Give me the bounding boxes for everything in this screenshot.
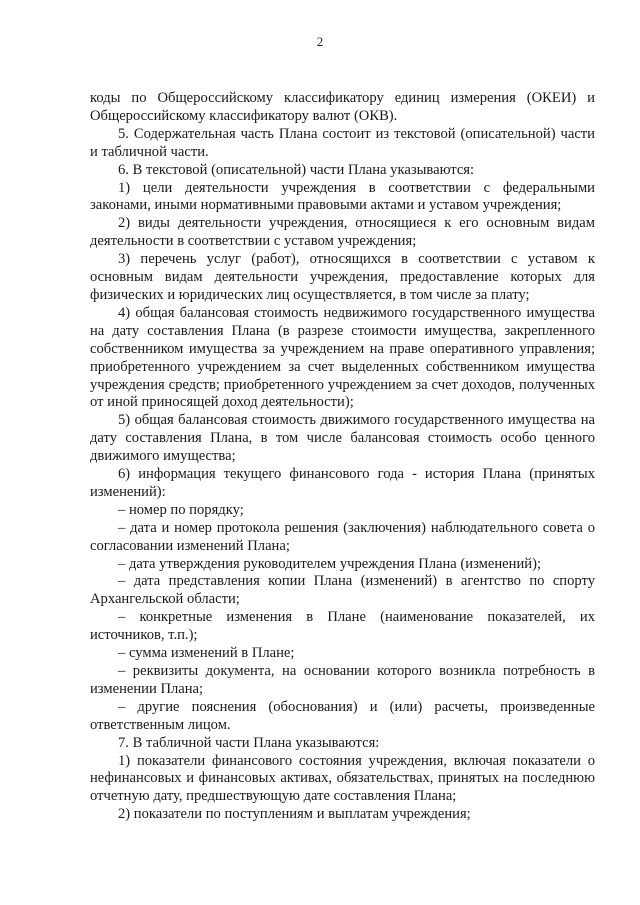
paragraph: 5. Содержательная часть Плана состоит из текстовой (описательной) части и табличной части. <box>90 125 595 160</box>
list-item: – дата и номер протокола решения (заключения) наблюдательного совета о согласовании изменений Плана; <box>90 519 595 554</box>
list-item: – сумма изменений в Плане; <box>118 645 295 662</box>
list-item: – другие пояснения (обоснования) и (или) расчеты, произведенные ответственным лицом. <box>90 698 595 733</box>
list-item: – дата представления копии Плана (изменений) в агентство по спорту Архангельской области; <box>90 573 595 608</box>
list-item: – дата утверждения руководителем учреждения Плана (изменений); <box>118 555 542 572</box>
paragraph: 2) виды деятельности учреждения, относящиеся к его основным видам деятельности в соответствии с уставом учреждения; <box>90 215 595 250</box>
paragraph: коды по Общероссийскому классификатору единиц измерения (ОКЕИ) и Общероссийскому классификатору валют (ОКВ). <box>90 90 595 124</box>
paragraph: 6) информация текущего финансового года - история Плана (принятых изменений): <box>90 466 595 500</box>
paragraph: 1) показатели финансового состояния учреждения, включая показатели о нефинансовых и финансовых активах, обязательствах, принятых на последнюю отчетную дату, предшествующую дате составления Плана; <box>90 752 595 805</box>
paragraph: 2) показатели по поступлениям и выплатам учреждения; <box>118 806 471 823</box>
paragraph: 1) цели деятельности учреждения в соответствии с федеральными законами, иными нормативными правовыми актами и уставом учреждения; <box>90 179 595 214</box>
paragraph: 3) перечень услуг (работ), относящихся в соответствии с уставом к основным видам деятельности учреждения, предоставление которых для физических и юридических лиц осуществляется, в том числе за плату; <box>90 251 595 303</box>
list-item: – номер по порядку; <box>118 501 244 518</box>
paragraph: 6. В текстовой (описательной) части Плана указываются: <box>118 161 475 178</box>
paragraph: 5) общая балансовая стоимость движимого государственного имущества на дату составления Плана, в том числе балансовая стоимость особо ценного движимого имущества; <box>90 412 595 465</box>
page-number: 2 <box>316 34 324 49</box>
list-item: – конкретные изменения в Плане (наименование показателей, их источников, т.п.); <box>90 609 595 644</box>
paragraph: 4) общая балансовая стоимость недвижимого государственного имущества на дату составления Плана (в разрезе стоимости имущества, закрепленного собственником имущества за учреждением на праве оперативного управления; приобретенного учреждением за счет выделенных собственником имущества учреждения средств; приобретенного учреждением за счет доходов, полученных от иной приносящей доход деятельности); <box>90 304 595 411</box>
paragraph: 7. В табличной части Плана указываются: <box>118 734 380 751</box>
list-item: – реквизиты документа, на основании которого возникла потребность в изменении Плана; <box>90 663 595 697</box>
document-body <box>90 90 595 824</box>
